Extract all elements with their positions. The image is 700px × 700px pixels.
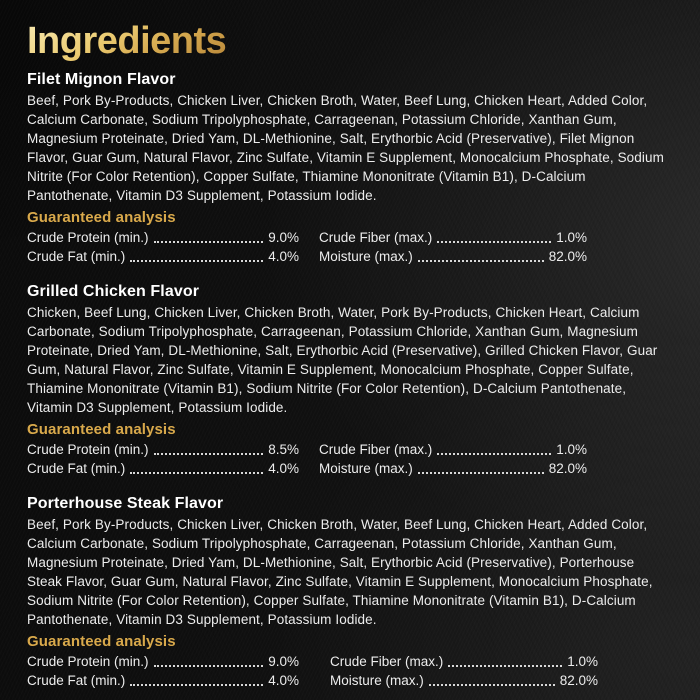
section-heading: Grilled Chicken Flavor xyxy=(27,282,200,300)
dot-leader xyxy=(130,260,263,262)
analysis-row xyxy=(319,247,587,266)
analysis-column-left xyxy=(27,228,299,266)
analysis-label: Crude Fat (min.) xyxy=(27,672,126,688)
section-heading: Filet Mignon Flavor xyxy=(27,70,176,88)
analysis-columns xyxy=(27,228,673,266)
dot-leader xyxy=(154,665,264,667)
analysis-label: Moisture (max.) xyxy=(319,460,413,476)
guaranteed-analysis-heading: Guaranteed analysis xyxy=(27,208,176,226)
dot-leader xyxy=(130,684,263,686)
analysis-row xyxy=(27,652,299,671)
dot-leader xyxy=(154,453,264,455)
analysis-column-right xyxy=(319,228,587,266)
section-porterhouse-steak xyxy=(27,494,673,690)
guaranteed-analysis-heading: Guaranteed analysis xyxy=(27,632,176,650)
analysis-row xyxy=(27,228,299,247)
analysis-value: 82.0% xyxy=(548,460,587,476)
analysis-row xyxy=(330,671,598,690)
dot-leader xyxy=(437,241,551,243)
analysis-column-left xyxy=(27,440,299,478)
analysis-label: Crude Fiber (max.) xyxy=(319,441,433,457)
analysis-label: Moisture (max.) xyxy=(319,248,413,264)
dot-leader xyxy=(130,472,263,474)
analysis-row xyxy=(27,247,299,266)
analysis-value: 82.0% xyxy=(559,672,598,688)
analysis-row xyxy=(27,671,299,690)
dot-leader xyxy=(437,453,551,455)
analysis-label: Crude Fat (min.) xyxy=(27,248,126,264)
section-grilled-chicken xyxy=(27,282,673,478)
analysis-label: Moisture (max.) xyxy=(330,672,424,688)
analysis-columns xyxy=(27,652,673,690)
guaranteed-analysis-heading: Guaranteed analysis xyxy=(27,420,176,438)
dot-leader xyxy=(448,665,562,667)
analysis-value: 9.0% xyxy=(268,229,299,245)
ingredients-text: Beef, Pork By-Products, Chicken Liver, Chicken Broth, Water, Beef Lung, Chicken Heart, Added Color, Calcium Carbonate, Sodium Tripolyphosphate, Carrageenan, Potassium Chloride, Xanthan Gum, Magnesium Proteinate, Dried Yam, DL-Methionine, Salt, Erythorbic Acid (Preservative), Filet Mignon Flavor, Guar Gum, Natural Flavor, Zinc Sulfate, Vitamin E Supplement, Monocalcium Phosphate, Sodium Nitrite (For Color Retention), Copper Sulfate, Thiamine Mononitrate (Vitamin B1), D-Calcium Pantothenate, Vitamin D3 Supplement, Potassium Iodide. xyxy=(27,92,664,203)
analysis-row xyxy=(319,228,587,247)
dot-leader xyxy=(418,260,544,262)
analysis-row xyxy=(319,459,587,478)
analysis-value: 82.0% xyxy=(548,248,587,264)
dot-leader xyxy=(154,241,264,243)
analysis-label: Crude Protein (min.) xyxy=(27,653,149,669)
analysis-value: 4.0% xyxy=(268,460,299,476)
analysis-value: 4.0% xyxy=(268,248,299,264)
analysis-label: Crude Fiber (max.) xyxy=(319,229,433,245)
analysis-value: 4.0% xyxy=(268,672,299,688)
analysis-row xyxy=(27,459,299,478)
analysis-label: Crude Fat (min.) xyxy=(27,460,126,476)
section-heading: Porterhouse Steak Flavor xyxy=(27,494,224,512)
analysis-row xyxy=(319,440,587,459)
ingredients-text: Chicken, Beef Lung, Chicken Liver, Chicken Broth, Water, Pork By-Products, Chicken Heart, Calcium Carbonate, Sodium Tripolyphosphate, Carrageenan, Potassium Chloride, Xanthan Gum, Magnesium Proteinate, Dried Yam, DL-Methionine, Salt, Erythorbic Acid (Preservative), Grilled Chicken Flavor, Guar Gum, Natural Flavor, Zinc Sulfate, Vitamin E Supplement, Monocalcium Phosphate, Copper Sulfate, Thiamine Mononitrate (Vitamin B1), Sodium Nitrite (For Color Retention), D-Calcium Pantothenate, Vitamin D3 Supplement, Potassium Iodide. xyxy=(27,304,658,415)
analysis-value: 1.0% xyxy=(567,653,598,669)
analysis-value: 1.0% xyxy=(556,229,587,245)
analysis-column-left xyxy=(27,652,299,690)
analysis-column-right xyxy=(319,440,587,478)
analysis-column-right xyxy=(330,652,598,690)
dot-leader xyxy=(418,472,544,474)
analysis-columns xyxy=(27,440,673,478)
dot-leader xyxy=(429,684,555,686)
analysis-label: Crude Fiber (max.) xyxy=(330,653,444,669)
analysis-value: 1.0% xyxy=(556,441,587,457)
page-title: Ingredients xyxy=(27,20,227,62)
ingredients-text: Beef, Pork By-Products, Chicken Liver, Chicken Broth, Water, Beef Lung, Chicken Heart, Added Color, Calcium Carbonate, Sodium Tripolyphosphate, Carrageenan, Potassium Chloride, Xanthan Gum, Magnesium Proteinate, Dried Yam, DL-Methionine, Salt, Erythorbic Acid (Preservative), Porterhouse Steak Flavor, Guar Gum, Natural Flavor, Zinc Sulfate, Vitamin E Supplement, Monocalcium Phosphate, Sodium Nitrite (For Color Retention), Copper Sulfate, Thiamine Mononitrate (Vitamin B1), D-Calcium Pantothenate, Vitamin D3 Supplement, Potassium Iodide. xyxy=(27,516,653,627)
analysis-label: Crude Protein (min.) xyxy=(27,441,149,457)
analysis-value: 9.0% xyxy=(268,653,299,669)
section-filet-mignon xyxy=(27,70,673,266)
analysis-row xyxy=(330,652,598,671)
analysis-row xyxy=(27,440,299,459)
analysis-label: Crude Protein (min.) xyxy=(27,229,149,245)
analysis-value: 8.5% xyxy=(268,441,299,457)
